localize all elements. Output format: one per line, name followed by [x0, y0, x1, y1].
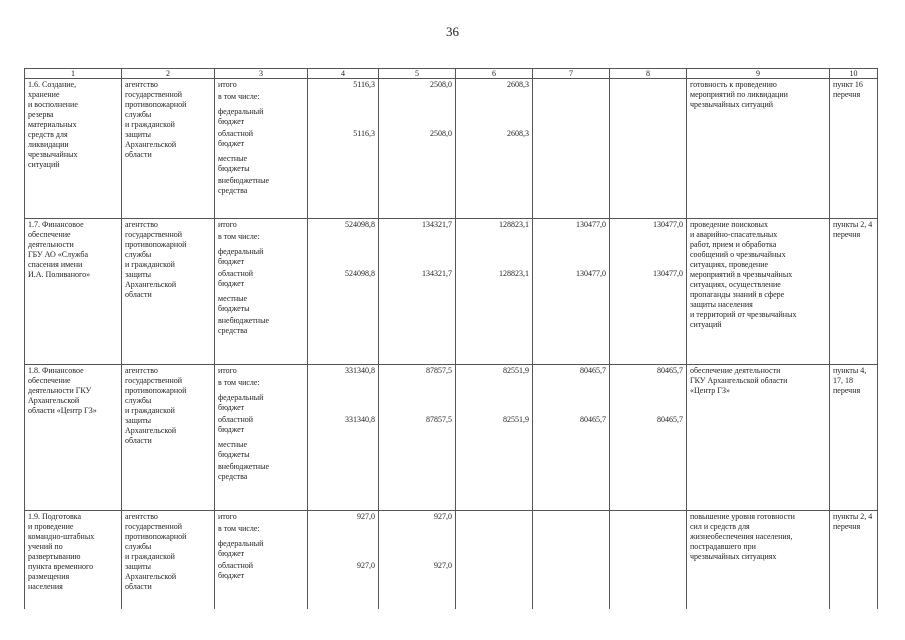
- amount-value: 2508,0: [430, 129, 452, 138]
- funding-source-label: областной бюджет: [218, 415, 254, 434]
- amount-c5: [379, 365, 456, 511]
- amount-value: [311, 294, 375, 316]
- amount-value: [613, 176, 683, 198]
- amount-value: [613, 154, 683, 176]
- amount-value: 134321,7: [422, 269, 452, 278]
- amount-value: 82551,9: [503, 366, 529, 375]
- amount-value: [459, 539, 529, 561]
- amount-value: [613, 539, 683, 561]
- amount-value: [311, 440, 375, 462]
- program-row: [25, 219, 878, 365]
- amount-value: [311, 232, 375, 247]
- amount-value: [536, 512, 606, 524]
- amount-c4: [308, 79, 379, 219]
- amount-value: 80465,7: [580, 415, 606, 424]
- amount-value: 524098,8: [345, 220, 375, 229]
- amount-value: [536, 462, 606, 484]
- amount-value: [613, 561, 683, 586]
- amount-value: [536, 393, 606, 415]
- amount-value: [382, 247, 452, 269]
- amount-value: [459, 232, 529, 247]
- amount-c4: [308, 365, 379, 511]
- amount-value: [613, 378, 683, 393]
- amount-value: [536, 247, 606, 269]
- column-header: 8: [610, 69, 687, 79]
- funding-source-label: в том числе:: [218, 92, 260, 101]
- activity-name: 1.7. Финансовое обеспечение деятельности ГБУ АО «Служба спасения имени И.А. Поливаного»: [25, 219, 122, 365]
- list-reference: пункт 16 перечня: [830, 79, 878, 219]
- amount-c8: [610, 365, 687, 511]
- expected-result: обеспечение деятельности ГКУ Архангельской области «Центр ГЗ»: [687, 365, 830, 511]
- column-header: 9: [687, 69, 830, 79]
- amount-value: [536, 80, 606, 92]
- amount-value: 87857,5: [426, 415, 452, 424]
- amount-value: [459, 440, 529, 462]
- list-reference: пункты 4, 17, 18 перечня: [830, 365, 878, 511]
- amount-value: [311, 462, 375, 484]
- amount-c5: [379, 79, 456, 219]
- funding-source-label: итого: [218, 80, 237, 89]
- program-row: [25, 79, 878, 219]
- amount-c5: [379, 219, 456, 365]
- amount-value: [536, 440, 606, 462]
- amount-value: 87857,5: [426, 366, 452, 375]
- funding-source-label: федеральный бюджет: [218, 393, 264, 412]
- funding-source-label: внебюджетные средства: [218, 316, 269, 335]
- amount-value: 5116,3: [353, 80, 375, 89]
- executor-name: агентство государственной противопожарной службы и гражданской защиты Архангельской области: [122, 511, 215, 609]
- program-row: [25, 511, 878, 609]
- list-reference: пункты 2, 4 перечня: [830, 219, 878, 365]
- amount-value: 134321,7: [422, 220, 452, 229]
- amount-value: 80465,7: [657, 366, 683, 375]
- amount-value: [382, 232, 452, 247]
- amount-value: 5116,3: [353, 129, 375, 138]
- funding-source-label: местные бюджеты: [218, 440, 250, 459]
- amount-value: [459, 462, 529, 484]
- amount-value: 128823,1: [499, 220, 529, 229]
- funding-source-label: федеральный бюджет: [218, 539, 264, 558]
- amount-c7: [533, 219, 610, 365]
- amount-value: [613, 524, 683, 539]
- amount-value: [536, 176, 606, 198]
- funding-sources: [215, 79, 308, 219]
- amount-c8: [610, 79, 687, 219]
- amount-value: [382, 539, 452, 561]
- amount-value: 80465,7: [580, 366, 606, 375]
- column-header: 7: [533, 69, 610, 79]
- amount-value: 2608,3: [507, 80, 529, 89]
- amount-value: [382, 462, 452, 484]
- amount-value: [459, 176, 529, 198]
- amount-value: 927,0: [434, 512, 452, 521]
- funding-source-label: в том числе:: [218, 378, 260, 387]
- amount-value: 130477,0: [576, 269, 606, 278]
- amount-value: [536, 92, 606, 107]
- amount-value: [536, 232, 606, 247]
- amount-value: 130477,0: [653, 269, 683, 278]
- amount-value: 130477,0: [653, 220, 683, 229]
- amount-value: [382, 378, 452, 393]
- amount-c6: [456, 511, 533, 609]
- executor-name: агентство государственной противопожарной службы и гражданской защиты Архангельской области: [122, 365, 215, 511]
- funding-source-label: итого: [218, 220, 237, 229]
- amount-value: [311, 176, 375, 198]
- funding-source-label: в том числе:: [218, 232, 260, 241]
- amount-value: 927,0: [434, 561, 452, 570]
- amount-value: [382, 393, 452, 415]
- column-header: 10: [830, 69, 878, 79]
- amount-value: [382, 107, 452, 129]
- amount-c6: [456, 79, 533, 219]
- amount-c7: [533, 365, 610, 511]
- list-reference: пункты 2, 4 перечня: [830, 511, 878, 609]
- column-number-row: [25, 69, 878, 79]
- amount-value: [536, 129, 606, 154]
- amount-value: [459, 378, 529, 393]
- activity-name: 1.8. Финансовое обеспечение деятельности ГКУ Архангельской области «Центр ГЗ»: [25, 365, 122, 511]
- amount-value: [459, 107, 529, 129]
- amount-value: [536, 154, 606, 176]
- amount-value: [459, 247, 529, 269]
- funding-source-label: федеральный бюджет: [218, 247, 264, 266]
- amount-value: [311, 524, 375, 539]
- amount-value: [459, 524, 529, 539]
- amount-value: 927,0: [357, 512, 375, 521]
- funding-sources: [215, 511, 308, 609]
- amount-value: [459, 154, 529, 176]
- amount-value: [613, 393, 683, 415]
- funding-source-label: в том числе:: [218, 524, 260, 533]
- funding-source-label: местные бюджеты: [218, 154, 250, 173]
- amount-c8: [610, 219, 687, 365]
- amount-value: [613, 294, 683, 316]
- funding-source-label: итого: [218, 512, 237, 521]
- amount-value: [536, 294, 606, 316]
- amount-value: [459, 316, 529, 338]
- amount-value: 331340,8: [345, 415, 375, 424]
- amount-value: 927,0: [357, 561, 375, 570]
- funding-source-label: областной бюджет: [218, 561, 254, 580]
- amount-c4: [308, 511, 379, 609]
- amount-value: [536, 378, 606, 393]
- funding-sources: [215, 219, 308, 365]
- expected-result: проведение поисковых и аварийно-спасательных работ, прием и обработка сообщений о чрезвычайных ситуациях, проведение мероприятий в чрезвычайных ситуациях, осуществление пропаганды знаний в сфере защиты населения и территорий от чрезвычайных ситуаций: [687, 219, 830, 365]
- amount-value: [311, 154, 375, 176]
- amount-value: [382, 440, 452, 462]
- amount-value: [311, 539, 375, 561]
- amount-c7: [533, 79, 610, 219]
- funding-source-label: местные бюджеты: [218, 294, 250, 313]
- amount-value: 80465,7: [657, 415, 683, 424]
- amount-value: [459, 393, 529, 415]
- amount-c8: [610, 511, 687, 609]
- amount-value: [459, 512, 529, 524]
- amount-value: 130477,0: [576, 220, 606, 229]
- column-header: 5: [379, 69, 456, 79]
- amount-value: [613, 232, 683, 247]
- executor-name: агентство государственной противопожарной службы и гражданской защиты Архангельской области: [122, 79, 215, 219]
- amount-c5: [379, 511, 456, 609]
- amount-value: [382, 154, 452, 176]
- column-header: 1: [25, 69, 122, 79]
- amount-value: [613, 512, 683, 524]
- executor-name: агентство государственной противопожарной службы и гражданской защиты Архангельской области: [122, 219, 215, 365]
- amount-value: [311, 316, 375, 338]
- amount-value: [613, 129, 683, 154]
- column-header: 4: [308, 69, 379, 79]
- column-header: 2: [122, 69, 215, 79]
- amount-value: 2508,0: [430, 80, 452, 89]
- amount-value: [311, 393, 375, 415]
- funding-source-label: областной бюджет: [218, 269, 254, 288]
- column-header: 6: [456, 69, 533, 79]
- funding-source-label: внебюджетные средства: [218, 176, 269, 195]
- amount-value: 331340,8: [345, 366, 375, 375]
- amount-c6: [456, 365, 533, 511]
- amount-value: [382, 316, 452, 338]
- program-row: [25, 365, 878, 511]
- amount-value: [382, 524, 452, 539]
- amount-value: [311, 92, 375, 107]
- expected-result: готовность к проведению мероприятий по ликвидации чрезвычайных ситуаций: [687, 79, 830, 219]
- amount-value: [311, 378, 375, 393]
- amount-value: [613, 107, 683, 129]
- amount-value: [382, 294, 452, 316]
- funding-source-label: федеральный бюджет: [218, 107, 264, 126]
- amount-value: [613, 92, 683, 107]
- amount-value: [536, 316, 606, 338]
- amount-value: [536, 524, 606, 539]
- amount-value: [536, 561, 606, 586]
- amount-value: [311, 107, 375, 129]
- amount-value: [613, 80, 683, 92]
- amount-value: [382, 92, 452, 107]
- amount-value: 128823,1: [499, 269, 529, 278]
- funding-source-label: итого: [218, 366, 237, 375]
- amount-value: [613, 316, 683, 338]
- amount-value: [459, 561, 529, 586]
- amount-value: [459, 92, 529, 107]
- amount-c4: [308, 219, 379, 365]
- program-table: [24, 68, 878, 609]
- amount-value: 82551,9: [503, 415, 529, 424]
- amount-value: 2608,3: [507, 129, 529, 138]
- activity-name: 1.9. Подготовка и проведение командно-штабных учений по развертыванию пункта временного размещения населения: [25, 511, 122, 609]
- activity-name: 1.6. Создание, хранение и восполнение резерва материальных средств для ликвидации чрезвычайных ситуаций: [25, 79, 122, 219]
- page-number: 36: [446, 24, 459, 39]
- amount-c6: [456, 219, 533, 365]
- amount-value: [613, 247, 683, 269]
- amount-value: [613, 440, 683, 462]
- amount-value: [311, 247, 375, 269]
- amount-value: [613, 462, 683, 484]
- funding-source-label: областной бюджет: [218, 129, 254, 148]
- column-header: 3: [215, 69, 308, 79]
- funding-sources: [215, 365, 308, 511]
- amount-value: [459, 294, 529, 316]
- funding-source-label: внебюджетные средства: [218, 462, 269, 481]
- amount-value: [536, 539, 606, 561]
- amount-value: [536, 107, 606, 129]
- amount-c7: [533, 511, 610, 609]
- expected-result: повышение уровня готовности сил и средств для жизнеобеспечения населения, пострадавшего при чрезвычайных ситуациях: [687, 511, 830, 609]
- amount-value: 524098,8: [345, 269, 375, 278]
- amount-value: [382, 176, 452, 198]
